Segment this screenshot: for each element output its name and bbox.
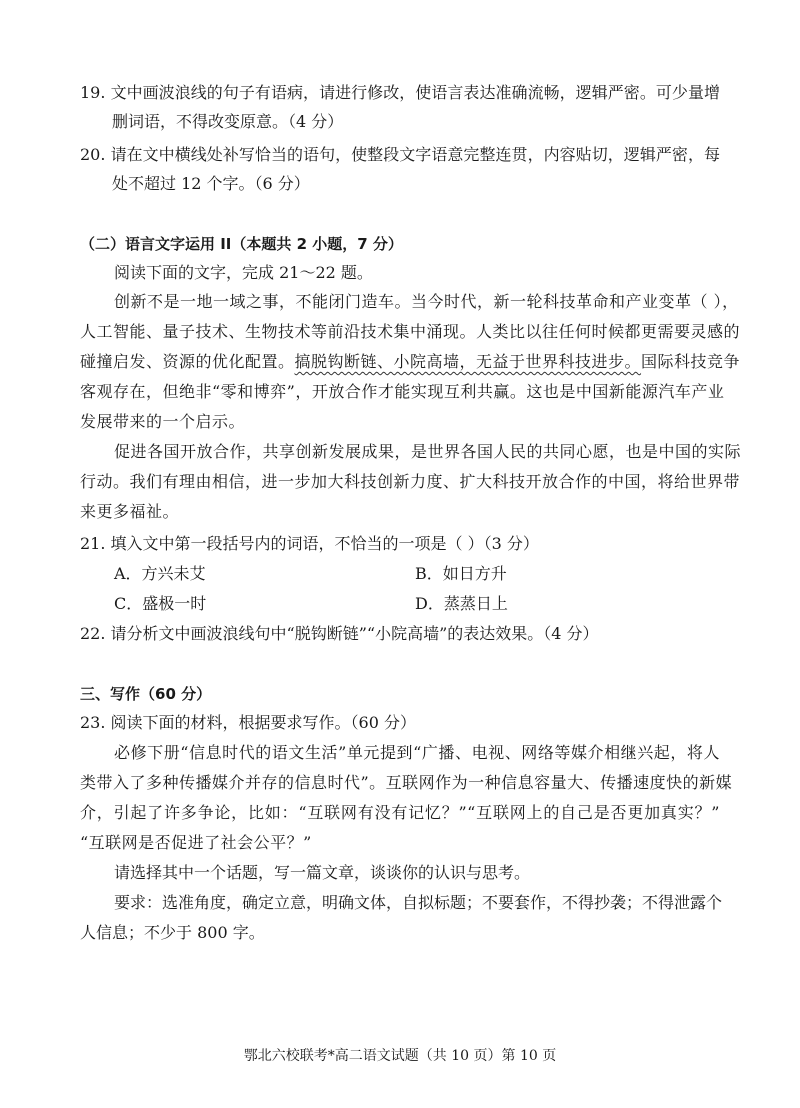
passage-p1-line1: 创新不是一地一域之事，不能闭门造车。当今时代，新一轮科技革命和产业变革（ ）， [114, 292, 739, 311]
passage-p1-line2: 人工智能、量子技术、生物技术等前沿技术集中涌现。人类比以往任何时候都更需要灵感的 [80, 322, 741, 341]
q21-option-d: D．蒸蒸日上 [415, 594, 508, 613]
passage-p2-line2: 行动。我们有理由相信，进一步加大科技创新力度、扩大科技开放合作的中国，将给世界带 [80, 472, 741, 491]
wavy-underlined-sentence: 搞脱钩断链、小院高墙，无益于世界科技进步。 [294, 352, 642, 371]
q21-option-b: B．如日方升 [415, 564, 507, 583]
q21-option-c: C．盛极一时 [114, 594, 207, 613]
q23-choose-topic: 请选择其中一个话题，写一篇文章，谈谈你的认识与思考。 [114, 863, 531, 882]
page-footer: 鄂北六校联考*高二语文试题（共 10 页）第 10 页 [243, 1048, 557, 1064]
passage-p2-line1: 促进各国开放合作，共享创新发展成果，是世界各国人民的共同心愿，也是中国的实际 [114, 442, 742, 461]
q23-requirements-line1: 要求：选准角度，确定立意，明确文体，自拟标题；不要套作，不得抄袭；不得泄露个 [114, 893, 723, 912]
q23-stem: 23. 阅读下面的材料，根据要求写作。（60 分） [80, 713, 416, 732]
q19-line1: 19. 文中画波浪线的句子有语病，请进行修改，使语言表达准确流畅，逻辑严密。可少量增 [80, 83, 720, 102]
q20-line2: 处不超过 12 个字。（6 分） [112, 174, 310, 193]
q23-requirements-line2: 人信息；不少于 800 字。 [80, 923, 265, 942]
passage-p1-line5: 发展带来的一个启示。 [80, 412, 246, 431]
passage-p1-line3-pre: 碰撞启发、资源的优化配置。 [80, 352, 295, 371]
q20-line1: 20. 请在文中横线处补写恰当的语句，使整段文字语意完整连贯，内容贴切，逻辑严密，每 [80, 145, 720, 164]
q22-stem: 22. 请分析文中画波浪线句中“脱钩断链”“小院高墙”的表达效果。（4 分） [80, 624, 599, 643]
passage-p1-line4: 客观存在，但绝非“零和博弈”，开放合作才能实现互利共赢。这也是中国新能源汽车产业 [80, 382, 725, 401]
q19-line2: 删词语，不得改变原意。（4 分） [112, 112, 344, 131]
section2-title: （二）语言文字运用 II（本题共 2 小题，7 分） [80, 235, 403, 253]
passage-p1-line3-post: 国际科技竞争 [641, 352, 741, 371]
passage-p2-line3: 来更多福祉。 [80, 502, 180, 521]
q21-option-a: A．方兴未艾 [114, 564, 206, 583]
section2-instruction: 阅读下面的文字，完成 21～22 题。 [114, 263, 373, 282]
q23-material-line1: 必修下册“信息时代的语文生活”单元提到“广播、电视、网络等媒介相继兴起，将人 [114, 743, 720, 762]
q21-stem: 21. 填入文中第一段括号内的词语，不恰当的一项是（ ）（3 分） [80, 534, 539, 553]
q23-material-line3: 介，引起了许多争论，比如：“互联网有没有记忆？”“互联网上的自己是否更加真实？” [80, 803, 720, 822]
q23-material-line2: 类带入了多种传播媒介并存的信息时代”。互联网作为一种信息容量大、传播速度快的新媒 [80, 773, 733, 792]
passage-p1-line3 [80, 351, 741, 373]
q23-material-line4: “互联网是否促进了社会公平？” [80, 833, 312, 852]
section3-title: 三、写作（60 分） [80, 685, 212, 703]
